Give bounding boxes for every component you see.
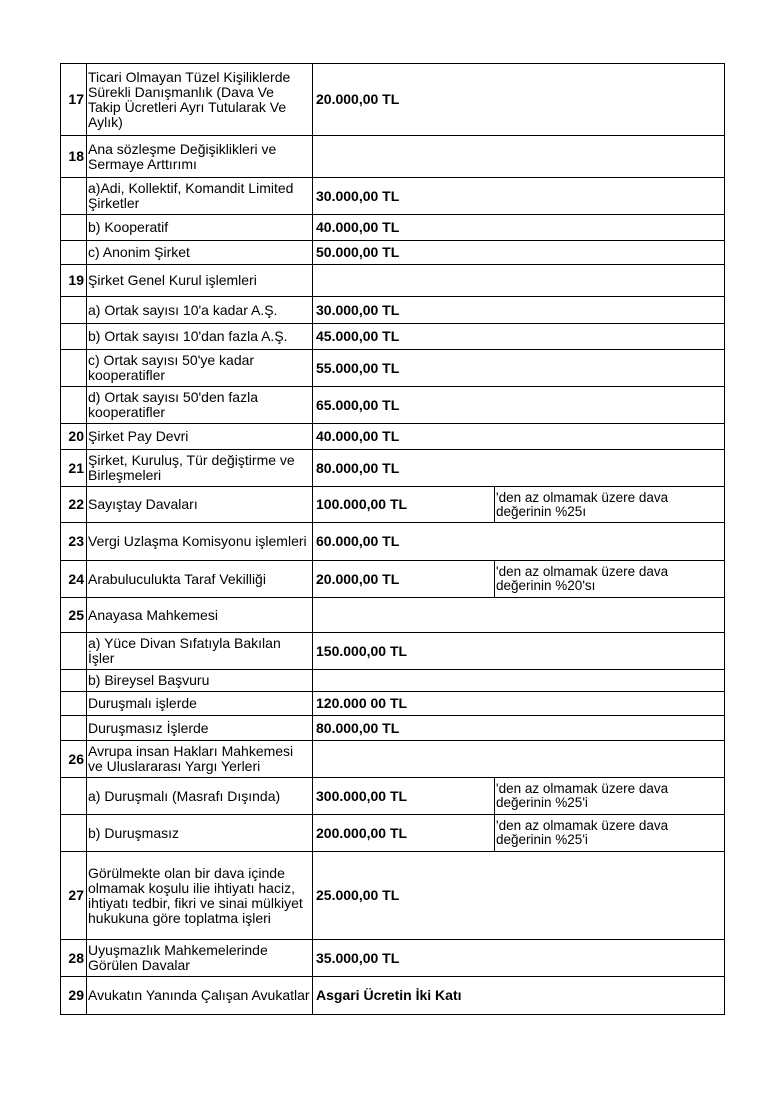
item-number: [61, 324, 87, 350]
item-number: [61, 297, 87, 324]
fee-note: 'den az olmamak üzere dava değerinin %20'sı: [495, 561, 725, 598]
item-number: 18: [61, 136, 87, 178]
item-number: [61, 633, 87, 670]
item-number: [61, 215, 87, 241]
item-number: 26: [61, 741, 87, 778]
item-number: 27: [61, 852, 87, 940]
table-row: [61, 815, 725, 852]
fee-amount: [313, 136, 725, 178]
item-description: d) Ortak sayısı 50'den fazla kooperatifler: [87, 387, 313, 424]
table-row: [61, 598, 725, 633]
item-description: a) Yüce Divan Sıfatıyla Bakılan İşler: [87, 633, 313, 670]
fee-amount: [313, 741, 725, 778]
fee-note: 'den az olmamak üzere dava değerinin %25'i: [495, 778, 725, 815]
item-description: Vergi Uzlaşma Komisyonu işlemleri: [87, 523, 313, 561]
table-row: [61, 241, 725, 265]
table-row: [61, 350, 725, 387]
table-row: [61, 852, 725, 940]
item-number: 17: [61, 64, 87, 136]
item-number: [61, 178, 87, 215]
table-row: [61, 778, 725, 815]
item-description: b) Ortak sayısı 10'dan fazla A.Ş.: [87, 324, 313, 350]
item-number: [61, 692, 87, 716]
fee-amount: 65.000,00 TL: [313, 387, 725, 424]
fee-amount: 80.000,00 TL: [313, 450, 725, 487]
table-row: [61, 977, 725, 1015]
fee-amount: [313, 670, 725, 692]
item-description: Arabuluculukta Taraf Vekilliği: [87, 561, 313, 598]
item-description: Sayıştay Davaları: [87, 487, 313, 523]
item-description: b) Duruşmasız: [87, 815, 313, 852]
item-description: a)Adi, Kollektif, Komandit Limited Şirketler: [87, 178, 313, 215]
fee-amount: 200.000,00 TL: [313, 815, 495, 852]
table-row: [61, 487, 725, 523]
fee-amount: 50.000,00 TL: [313, 241, 725, 265]
table-row: [61, 561, 725, 598]
item-description: Şirket Pay Devri: [87, 424, 313, 450]
item-number: [61, 815, 87, 852]
table-row: [61, 324, 725, 350]
item-description: a) Duruşmalı (Masrafı Dışında): [87, 778, 313, 815]
table-row: [61, 716, 725, 741]
fee-amount: [313, 598, 725, 633]
item-number: 19: [61, 265, 87, 297]
fee-note: 'den az olmamak üzere dava değerinin %25ı: [495, 487, 725, 523]
item-number: [61, 387, 87, 424]
item-description: Uyuşmazlık Mahkemelerinde Görülen Davalar: [87, 940, 313, 977]
item-number: 28: [61, 940, 87, 977]
fee-amount: 35.000,00 TL: [313, 940, 725, 977]
table-row: [61, 523, 725, 561]
fee-amount: 45.000,00 TL: [313, 324, 725, 350]
fee-table-body: [61, 64, 725, 1015]
item-number: [61, 350, 87, 387]
table-row: [61, 450, 725, 487]
item-number: 29: [61, 977, 87, 1015]
table-row: [61, 178, 725, 215]
item-number: 24: [61, 561, 87, 598]
item-description: Görülmekte olan bir dava içinde olmamak koşulu ilie ihtiyatı haciz, ihtiyatı tedbir, fikri ve sinai mülkiyet hukukuna göre toplatma işleri: [87, 852, 313, 940]
table-row: [61, 265, 725, 297]
fee-amount: 40.000,00 TL: [313, 215, 725, 241]
item-description: b) Bireysel Başvuru: [87, 670, 313, 692]
fee-amount: 30.000,00 TL: [313, 178, 725, 215]
table-row: [61, 387, 725, 424]
fee-amount: 55.000,00 TL: [313, 350, 725, 387]
table-row: [61, 64, 725, 136]
fee-amount: 120.000 00 TL: [313, 692, 725, 716]
item-description: Duruşmalı işlerde: [87, 692, 313, 716]
fee-amount: Asgari Ücretin İki Katı: [313, 977, 725, 1015]
item-number: 25: [61, 598, 87, 633]
fee-amount: 20.000,00 TL: [313, 64, 725, 136]
fee-amount: 40.000,00 TL: [313, 424, 725, 450]
item-description: c) Ortak sayısı 50'ye kadar kooperatifler: [87, 350, 313, 387]
table-row: [61, 670, 725, 692]
item-number: [61, 716, 87, 741]
fee-amount: 300.000,00 TL: [313, 778, 495, 815]
fee-amount: 30.000,00 TL: [313, 297, 725, 324]
table-row: [61, 215, 725, 241]
item-number: 21: [61, 450, 87, 487]
item-number: 23: [61, 523, 87, 561]
table-row: [61, 940, 725, 977]
table-row: [61, 424, 725, 450]
item-description: Anayasa Mahkemesi: [87, 598, 313, 633]
item-description: Ana sözleşme Değişiklikleri ve Sermaye Arttırımı: [87, 136, 313, 178]
item-description: Şirket, Kuruluş, Tür değiştirme ve Birleşmeleri: [87, 450, 313, 487]
item-description: b) Kooperatif: [87, 215, 313, 241]
fee-amount: [313, 265, 725, 297]
fee-amount: 80.000,00 TL: [313, 716, 725, 741]
item-description: c) Anonim Şirket: [87, 241, 313, 265]
item-number: 22: [61, 487, 87, 523]
item-description: a) Ortak sayısı 10'a kadar A.Ş.: [87, 297, 313, 324]
item-number: [61, 241, 87, 265]
item-number: [61, 778, 87, 815]
fee-amount: 150.000,00 TL: [313, 633, 725, 670]
table-row: [61, 633, 725, 670]
table-row: [61, 692, 725, 716]
item-description: Duruşmasız İşlerde: [87, 716, 313, 741]
fee-amount: 20.000,00 TL: [313, 561, 495, 598]
item-description: Avukatın Yanında Çalışan Avukatlar: [87, 977, 313, 1015]
item-number: 20: [61, 424, 87, 450]
item-description: Şirket Genel Kurul işlemleri: [87, 265, 313, 297]
fee-amount: 25.000,00 TL: [313, 852, 725, 940]
fee-amount: 100.000,00 TL: [313, 487, 495, 523]
fee-note: 'den az olmamak üzere dava değerinin %25'i: [495, 815, 725, 852]
fee-amount: 60.000,00 TL: [313, 523, 725, 561]
table-row: [61, 741, 725, 778]
fee-schedule-table: [60, 63, 725, 1015]
item-description: Ticari Olmayan Tüzel Kişiliklerde Sürekli Danışmanlık (Dava Ve Takip Ücretleri Ayrı Tutularak Ve Aylık): [87, 64, 313, 136]
table-row: [61, 297, 725, 324]
table-row: [61, 136, 725, 178]
item-description: Avrupa insan Hakları Mahkemesi ve Uluslararası Yargı Yerleri: [87, 741, 313, 778]
item-number: [61, 670, 87, 692]
